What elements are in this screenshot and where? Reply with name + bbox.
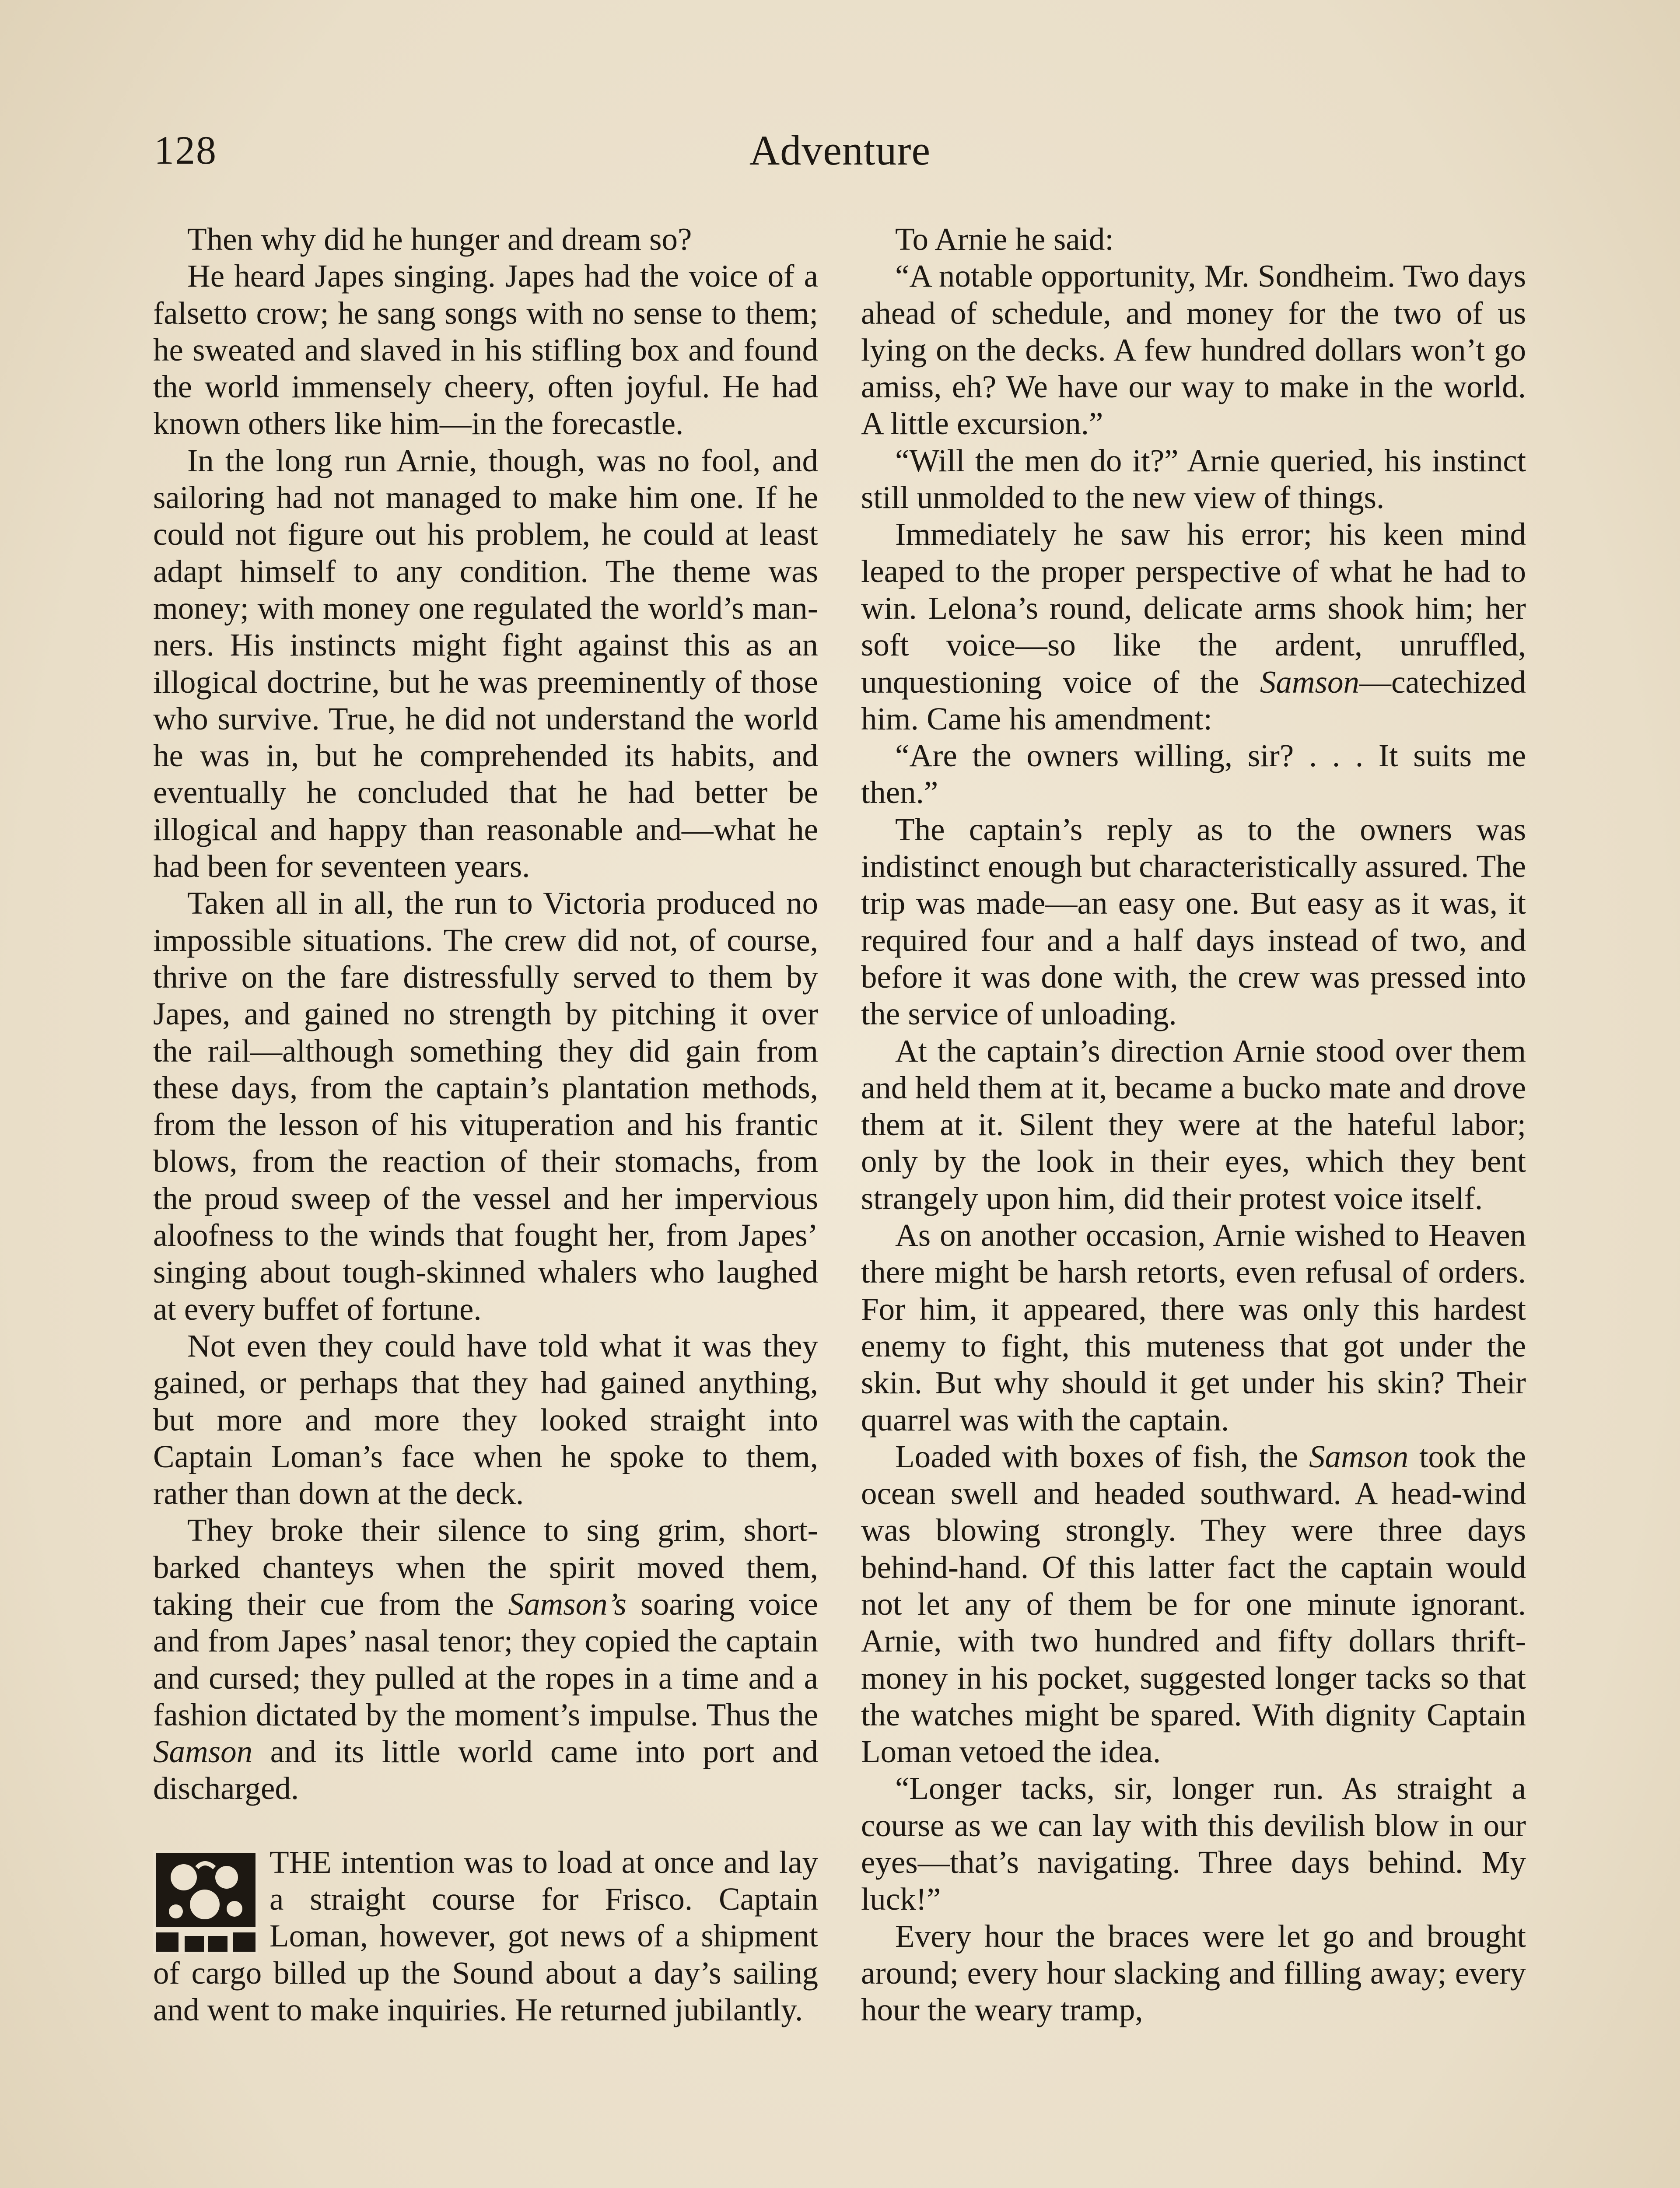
paragraph: “Are the owners willing, sir? . . . It suits me then.”	[861, 738, 1526, 810]
paragraph	[153, 1512, 818, 1807]
paragraph: He heard Japes singing. Japes had the voice of a falsetto crow; he sang songs with no sense to them; he sweated and slaved in his stifling box and found the world immensely cheery, often joyful. He had known others like him—in the forecastle.	[153, 258, 818, 442]
paragraph: In the long run Arnie, though, was no fool, and sailoring had not managed to make him one. If he could not figure out his problem, he could at least adapt himself to any condition. The theme was money; with money one regulated the world’s manners. His instincts might fight against this as an illogical doctrine, but he was preeminently of those who survive. True, he did not understand the world he was in, but he comprehended its habits, and eventually he concluded that he had better be illogical and happy than reasonable and—what he had been for seventeen years.	[153, 442, 818, 884]
paragraph-text: and its little world came into port and discharged.	[153, 1734, 818, 1806]
paragraph-with-ornament	[153, 1844, 818, 2028]
paragraph: Not even they could have told what it was they gained, or perhaps that they had gained anything, but more and more they looked straight into Captain Loman’s face when he spoke to them, rather than down at the deck.	[153, 1328, 818, 1511]
paragraph: At the captain’s direction Arnie stood over them and held them at it, became a bucko mate and drove them at it. Silent they were at the hateful labor; only by the look in their eyes, which they bent strangely upon him, did their protest voice itself.	[861, 1033, 1526, 1216]
right-column	[861, 221, 1526, 2029]
paragraph: The captain’s reply as to the owners was indistinct enough but characteristically assured. The trip was made—an easy one. But easy as it was, it required four and a half days instead of two, and before it was done with, the crew was pressed into the service of unloading.	[861, 811, 1526, 1032]
running-head-title: Adventure	[749, 127, 931, 174]
paragraph: As on another occasion, Arnie wished to Heaven there might be harsh retorts, even refusal of orders. For him, it appeared, there was only this hardest enemy to fight, this muteness that got under the skin. But why should it get under his skin? Their quarrel was with the captain.	[861, 1217, 1526, 1438]
paragraph: “Longer tacks, sir, longer run. As straight a course as we can lay with this devilish blow in our eyes—that’s navigating. Three days behind. My luck!”	[861, 1771, 1526, 1917]
paragraph: “A notable opportunity, Mr. Sondheim. Two days ahead of schedule, and money for the two of us lying on the decks. A few hundred dollars won’t go amiss, eh? We have our way to make in the world. A little excursion.”	[861, 258, 1526, 442]
ship-name: Samson’s	[508, 1586, 626, 1622]
paragraph: Taken all in all, the run to Victoria produced no impossible situations. The crew did not, of course, thrive on the fare distressfully served to them by Japes, and gained no strength by pitching it over the rail—although something they did gain from these days, from the captain’s plantation methods, from the lesson of his vituperation and his frantic blows, from the reaction of their stomachs, from the proud sweep of the vessel and her impervious aloofness to the winds that fought her, from Japes’ singing about tough-skinned whalers who laughed at every buffet of fortune.	[153, 885, 818, 1327]
paragraph-text: Loaded with boxes of fish, the	[895, 1438, 1309, 1474]
ship-name: Samson	[1309, 1438, 1409, 1474]
paragraph	[861, 1438, 1526, 1771]
page-number: 128	[154, 128, 217, 172]
paragraph-text: THE intention was to load at once and lay a straight course for Frisco. Captain Loman, however, got news of a shipment of cargo billed up the Sound about a day’s sailing and went to make inquiries. He returned jubilantly.	[153, 1844, 818, 2027]
paragraph-text: took the ocean swell and headed southward. A head-wind was blowing strongly. They were three days behind-hand. Of this latter fact the captain would not let any of them be for one minute ignorant. Arnie, with two hundred and fifty dollars thrift-money in his pocket, suggested longer tacks so that the watches might be spared. With dignity Captain Loman vetoed the idea.	[861, 1438, 1526, 1770]
paragraph-text: —catechized him. Came his amendment:	[861, 664, 1526, 736]
paragraph: “Will the men do it?” Arnie queried, his instinct still unmolded to the new view of things.	[861, 442, 1526, 515]
ornamental-initial-icon	[153, 1850, 258, 1954]
left-column	[153, 221, 818, 2028]
ship-name: Samson	[153, 1734, 253, 1770]
paragraph-text: They broke their silence to sing grim, short-barked chanteys when the spirit moved them, taking their cue from the	[153, 1512, 818, 1622]
ship-name: Samson	[1260, 664, 1360, 700]
paragraph-text: Immediately he saw his error; his keen mind leaped to the proper perspective of what he had to win. Lelona’s round, delicate arms shook him; her soft voice—so like the ardent, unruffled, unquestioning voice of the	[861, 516, 1526, 700]
section-break	[153, 1807, 818, 1844]
paragraph: Then why did he hunger and dream so?	[187, 221, 692, 257]
paragraph-text: soaring voice and from Japes’ nasal tenor; they copied the captain and cursed; they pulled at the ropes in a time and a fashion dictated by the moment’s impulse. Thus the	[153, 1586, 819, 1732]
paragraph: To Arnie he said:	[895, 221, 1114, 257]
paragraph	[861, 516, 1526, 737]
paragraph: Every hour the braces were let go and brought around; every hour slacking and filling away; every hour the weary tramp,	[861, 1918, 1526, 2028]
